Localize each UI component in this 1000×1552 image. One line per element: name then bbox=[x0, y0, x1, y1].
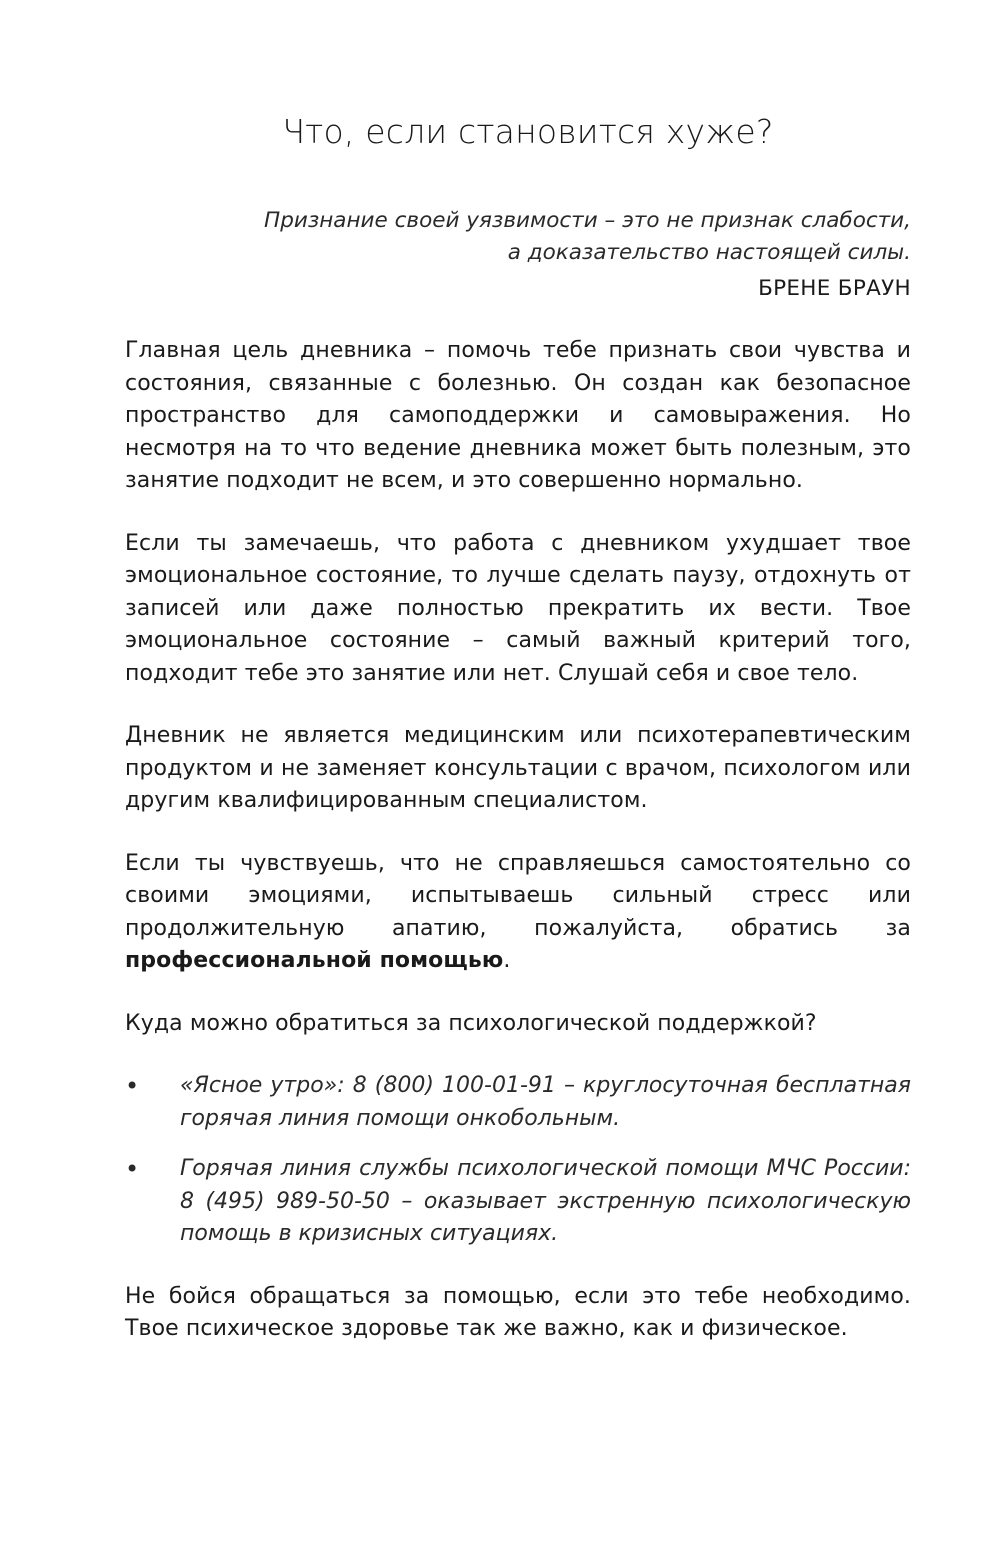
paragraph-diary-purpose: Главная цель дневника – помочь тебе признать свои чувства и состояния, связанные с болезнью. Он создан как безопасное пространство для самоподдержки и самовыражения. Но несмотря на то что ведение дневника может быть полезным, это занятие подходит не всем, и это совершенно нормально. bbox=[125, 338, 911, 493]
epigraph-author: БРЕНЕ БРАУН bbox=[758, 276, 911, 301]
seek-help-end: . bbox=[503, 948, 511, 973]
bullet-icon: • bbox=[125, 1155, 140, 1183]
paragraph-take-a-break: Если ты замечаешь, что работа с дневником ухудшает твое эмоциональное состояние, то лучше сделать паузу, отдохнуть от записей или даже полностью прекратить их вести. Твое эмоциональное состояние – самый важный критерий того, подходит тебе это занятие или нет. Слушай себя и свое тело. bbox=[125, 530, 911, 686]
paragraph-closing: Не бойся обращаться за помощью, если это тебе необходимо. Твое психическое здоровье так же важно, как и физическое. bbox=[125, 1283, 911, 1341]
paragraph-where-to-turn: Куда можно обратиться за психологической поддержкой? bbox=[125, 1010, 817, 1036]
seek-help-text: Если ты чувствуешь, что не справляешься самостоятельно со своими эмоциями, испытываешь сильный стресс или продолжительную апатию, пожалуйста, обратись за bbox=[125, 850, 911, 941]
hotline-text: Горячая линия службы психологической помощи МЧС России: 8 (495) 989-50-50 – оказывает экстренную психологическую помощь в кризисных ситуациях. bbox=[180, 1156, 911, 1246]
hotline-text: «Ясное утро»: 8 (800) 100-01-91 – круглосуточная бесплатная горячая линия помощи онкобольным. bbox=[180, 1073, 911, 1131]
bullet-icon: • bbox=[125, 1072, 140, 1100]
epigraph bbox=[125, 205, 911, 305]
list-item bbox=[125, 1153, 911, 1251]
epigraph-quote-line-1: Признание своей уязвимости – это не признак слабости, bbox=[264, 208, 911, 233]
paragraph-disclaimer: Дневник не является медицинским или психотерапевтическим продуктом и не заменяет консультации с врачом, психологом или другим квалифицированным специалистом. bbox=[125, 723, 911, 813]
paragraph-seek-help bbox=[125, 848, 911, 978]
document-page bbox=[125, 112, 911, 1346]
page-title: Что, если становится хуже? bbox=[282, 112, 774, 151]
list-item bbox=[125, 1070, 911, 1135]
epigraph-quote-line-2: а доказательство настоящей силы. bbox=[507, 240, 911, 265]
professional-help-emphasis: профессиональной помощью bbox=[125, 948, 504, 973]
hotline-list bbox=[125, 1070, 911, 1251]
